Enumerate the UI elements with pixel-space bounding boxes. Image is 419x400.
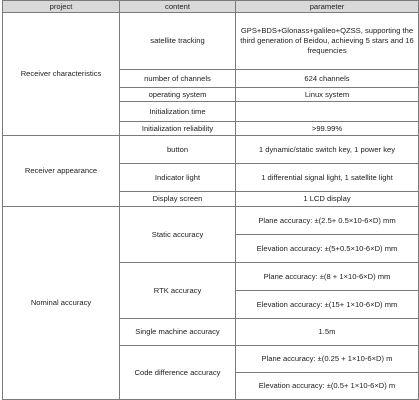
- param-initialization-time: [236, 102, 419, 122]
- project-receiver-appearance: Receiver appearance: [3, 136, 120, 207]
- param-indicator-light: 1 differential signal light, 1 satellite light: [236, 164, 419, 192]
- param-button: 1 dynamic/static switch key, 1 power key: [236, 136, 419, 164]
- header-project: project: [3, 1, 120, 13]
- param-rtk-plane: Plane accuracy: ±(8 + 1×10-6×D) mm: [236, 263, 419, 291]
- content-static-accuracy: Static accuracy: [120, 207, 236, 263]
- param-single-machine-accuracy: 1.5m: [236, 319, 419, 346]
- param-display-screen: 1 LCD display: [236, 192, 419, 207]
- project-nominal-accuracy: Nominal accuracy: [3, 207, 120, 400]
- content-initialization-reliability: Initialization reliability: [120, 122, 236, 136]
- content-single-machine-accuracy: Single machine accuracy: [120, 319, 236, 346]
- content-operating-system: operating system: [120, 88, 236, 102]
- param-initialization-reliability: >99.99%: [236, 122, 419, 136]
- content-display-screen: Display screen: [120, 192, 236, 207]
- param-operating-system: Linux system: [236, 88, 419, 102]
- content-satellite-tracking: satellite tracking: [120, 13, 236, 70]
- table-row: [3, 13, 419, 70]
- param-number-of-channels: 624 channels: [236, 70, 419, 88]
- content-indicator-light: Indicator light: [120, 164, 236, 192]
- param-satellite-tracking: GPS+BDS+Glonass+galileo+QZSS, supporting the third generation of Beidou, achieving 5 stars and 16 frequencies: [236, 13, 419, 70]
- header-parameter: parameter: [236, 1, 419, 13]
- param-static-plane: Plane accuracy: ±(2.5+ 0.5×10-6×D) mm: [236, 207, 419, 235]
- content-code-difference-accuracy: Code difference accuracy: [120, 346, 236, 400]
- content-initialization-time: Initialization time: [120, 102, 236, 122]
- content-number-of-channels: number of channels: [120, 70, 236, 88]
- param-code-elevation: Elevation accuracy: ±(0.5+ 1×10-6×D) m: [236, 373, 419, 400]
- spec-table: [2, 0, 419, 400]
- param-rtk-elevation: Elevation accuracy: ±(15+ 1×10-6×D) mm: [236, 291, 419, 319]
- param-code-plane: Plane accuracy: ±(0.25 + 1×10-6×D) m: [236, 346, 419, 373]
- table-row: [3, 207, 419, 235]
- header-content: content: [120, 1, 236, 13]
- project-receiver-characteristics: Receiver characteristics: [3, 13, 120, 136]
- content-button: button: [120, 136, 236, 164]
- param-static-elevation: Elevation accuracy: ±(5+0.5×10-6×D) mm: [236, 235, 419, 263]
- header-row: [3, 1, 419, 13]
- table-row: [3, 136, 419, 164]
- content-rtk-accuracy: RTK accuracy: [120, 263, 236, 319]
